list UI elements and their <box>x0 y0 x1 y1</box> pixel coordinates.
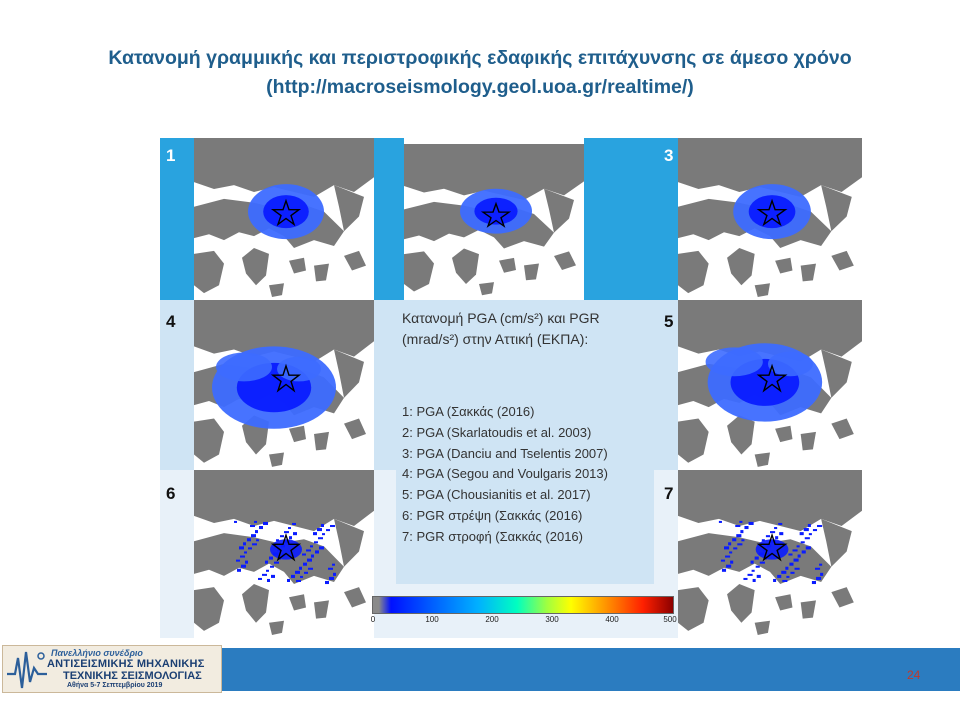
page-number: 24 <box>907 668 921 682</box>
map-panel-7 <box>678 470 862 638</box>
legend-item: 6: PGR στρέψη (Σακκάς (2016) <box>402 507 583 523</box>
color-scale-tick: 500 <box>663 615 677 624</box>
map-panel-6 <box>194 470 374 638</box>
color-scale-gradient <box>372 596 674 614</box>
row1-bg-mid-left <box>374 138 404 300</box>
logo-line-3: ΤΕΧΝΙΚΗΣ ΣΕΙΣΜΟΛΟΓΙΑΣ <box>63 670 202 682</box>
map-panel-3 <box>678 138 862 300</box>
map-svg <box>194 138 374 300</box>
logo-line-4: Αθήνα 5-7 Σεπτεμβρίου 2019 <box>67 682 163 689</box>
panel-5-number: 5 <box>664 312 674 331</box>
legend-item: 1: PGA (Σακκάς (2016) <box>402 404 535 419</box>
color-scale-tick: 0 <box>370 615 376 624</box>
legend-item: 7: PGR στροφή (Σακκάς (2016) <box>402 528 583 544</box>
color-scale-tick: 400 <box>605 615 619 624</box>
map-svg <box>194 470 374 638</box>
legend-item: 5: PGA (Chousianitis et al. 2017) <box>402 487 591 503</box>
conference-logo <box>2 645 222 693</box>
panel-4-number: 4 <box>166 312 176 331</box>
seismograph-logo-icon <box>5 648 49 692</box>
panel-3-number: 3 <box>664 146 674 165</box>
color-scale-tick: 300 <box>545 615 559 624</box>
map-panel-1 <box>194 138 374 300</box>
color-scale-tick: 100 <box>425 615 439 624</box>
legend-item: 3: PGA (Danciu and Tselentis 2007) <box>402 445 608 461</box>
title-line-1: Κατανομή γραμμικής και περιστροφικής εδαφικής επιτάχυνσης σε άμεσο χρόνο <box>108 47 852 69</box>
legend-list <box>402 402 654 548</box>
logo-line-2: ΑΝΤΙΣΕΙΣΜΙΚΗΣ ΜΗΧΑΝΙΚΗΣ <box>47 658 205 670</box>
logo-line-1: Πανελλήνιο συνέδριο <box>51 648 143 658</box>
map-svg <box>194 300 374 470</box>
map-svg <box>678 138 862 300</box>
map-svg <box>678 300 862 470</box>
legend-item: 2: PGA (Skarlatoudis et al. 2003) <box>402 424 592 440</box>
title-line-2: (http://macroseismology.geol.uoa.gr/realtime/) <box>266 76 694 98</box>
legend-text-box <box>396 302 654 584</box>
footer-bar <box>222 648 960 691</box>
panel-1-number: 1 <box>166 146 176 165</box>
legend-heading: Κατανομή PGA (cm/s²) και PGR (mrad/s²) στην Αττική (ΕΚΠΑ): <box>402 310 600 347</box>
slide-title <box>0 44 960 102</box>
panel-6-number: 6 <box>166 484 176 503</box>
map-svg <box>404 144 584 298</box>
map-panel-4 <box>194 300 374 470</box>
map-svg <box>678 470 862 638</box>
legend-item: 4: PGA (Segou and Voulgaris 2013) <box>402 466 608 482</box>
color-scale-bar <box>370 596 677 624</box>
map-panel-2 <box>404 144 584 298</box>
color-scale-tick: 200 <box>485 615 499 624</box>
map-panel-5 <box>678 300 862 470</box>
panel-7-number: 7 <box>664 484 674 503</box>
